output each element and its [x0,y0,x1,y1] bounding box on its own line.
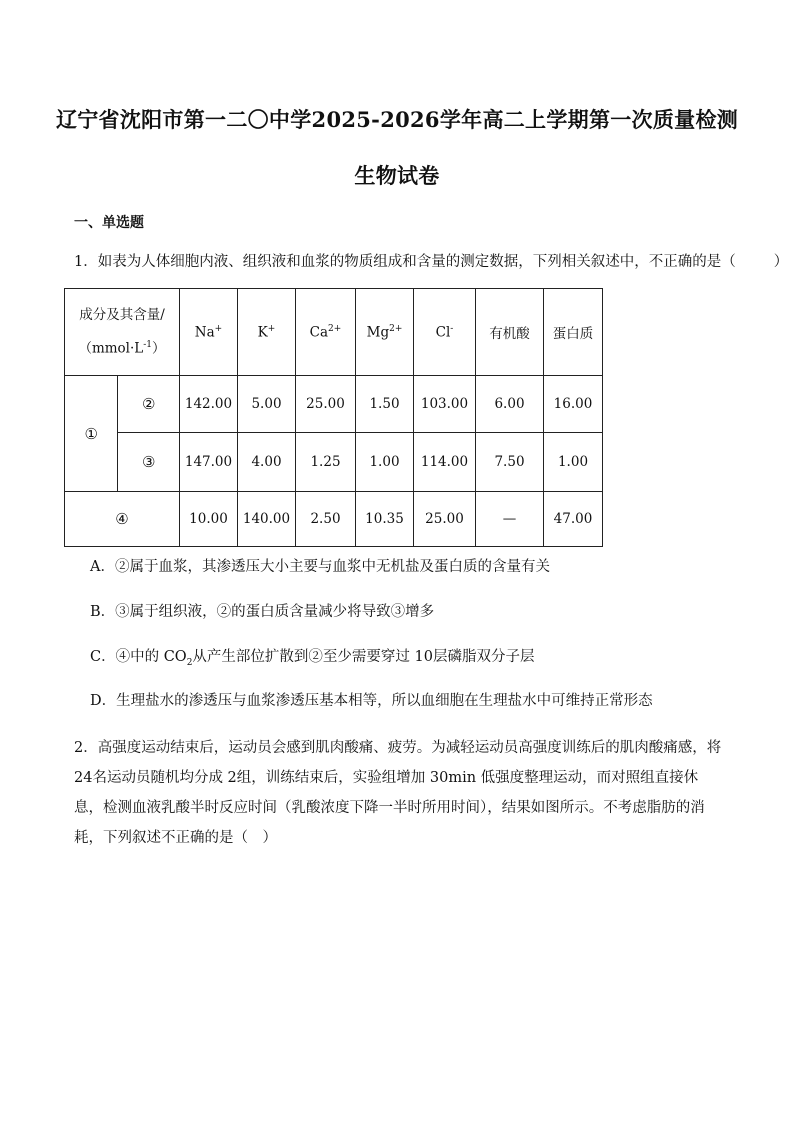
option-a: A．②属于血浆，其渗透压大小主要与血浆中无机盐及蛋白质的含量有关 [90,559,550,575]
table-cell: 142.00 [180,376,238,433]
table-cell: — [476,492,544,547]
exam-title: 辽宁省沈阳市第一二〇中学2025-2026学年高二上学期第一次质量检测 [55,107,739,132]
header-label-cell [65,289,180,376]
header-label-line1: 成分及其含量/ [79,307,165,324]
section-heading: 一、单选题 [74,215,144,231]
table-cell: 6.00 [476,376,544,433]
row-label-cell: ③ [118,433,180,492]
header-protein: 蛋白质 [544,289,603,376]
header-cl: Cl- [414,289,476,376]
table-cell: 7.50 [476,433,544,492]
table-cell: 2.50 [296,492,356,547]
table-cell: 4.00 [238,433,296,492]
header-label-line2: $(mmol\cdot L^{-1})$ [78,340,166,357]
table-cell: 5.00 [238,376,296,433]
table-cell: 1.00 [356,433,414,492]
table-cell: 103.00 [414,376,476,433]
table-cell: 1.00 [544,433,603,492]
table-cell: 10.35 [356,492,414,547]
header-ca: $Ca^{2+}$ [296,289,356,376]
table-cell: 1.25 [296,433,356,492]
composition-table [64,288,603,547]
table-row [65,492,603,547]
group-label-cell: ① [65,376,118,492]
row-label-cell: ④ [65,492,180,547]
header-organic-acid: 有机酸 [476,289,544,376]
option-b: B．③属于组织液，②的蛋白质含量减少将导致③增多 [90,604,435,620]
table-header-row [65,289,603,376]
table-cell: 16.00 [544,376,603,433]
exam-subtitle: 生物试卷 [354,163,440,188]
option-d: D．生理盐水的渗透压与血浆渗透压基本相等，所以血细胞在生理盐水中可维持正常形态 [90,693,653,709]
question-1-text: 1．如表为人体细胞内液、组织液和血浆的物质组成和含量的测定数据，下列相关叙述中，不正确的是（ [74,254,736,270]
table-cell: 47.00 [544,492,603,547]
table-cell: 140.00 [238,492,296,547]
question-2-stem: 2．高强度运动结束后，运动员会感到肌肉酸痛、疲劳。为减轻运动员高强度训练后的肌肉酸痛感，将 24名运动员随机均分成 2组，训练结束后，实验组增加 30min 低强度整理运动，而对照组直接休息，检测血液乳酸半时反应时间（乳酸浓度下降一半时所用时间），结果如图所示。不考虑脂肪的消耗，下列叙述不正确的是（ ） [74,740,722,846]
table-cell: 114.00 [414,433,476,492]
header-na: Na+ [180,289,238,376]
question-1-paren-close: ） [773,254,789,270]
table-cell: 1.50 [356,376,414,433]
row-label-cell: ② [118,376,180,433]
question-1-stem [74,250,788,271]
table-row [65,376,603,433]
header-mg: $Mg^{2+}$ [356,289,414,376]
table-row [65,433,603,492]
table-cell: 147.00 [180,433,238,492]
table-cell: 10.00 [180,492,238,547]
header-k: K+ [238,289,296,376]
table-cell: 25.00 [296,376,356,433]
table-cell: 25.00 [414,492,476,547]
option-c: C．④中的 $CO_2$从产生部位扩散到②至少需要穿过 10层磷脂双分子层 [90,649,535,668]
